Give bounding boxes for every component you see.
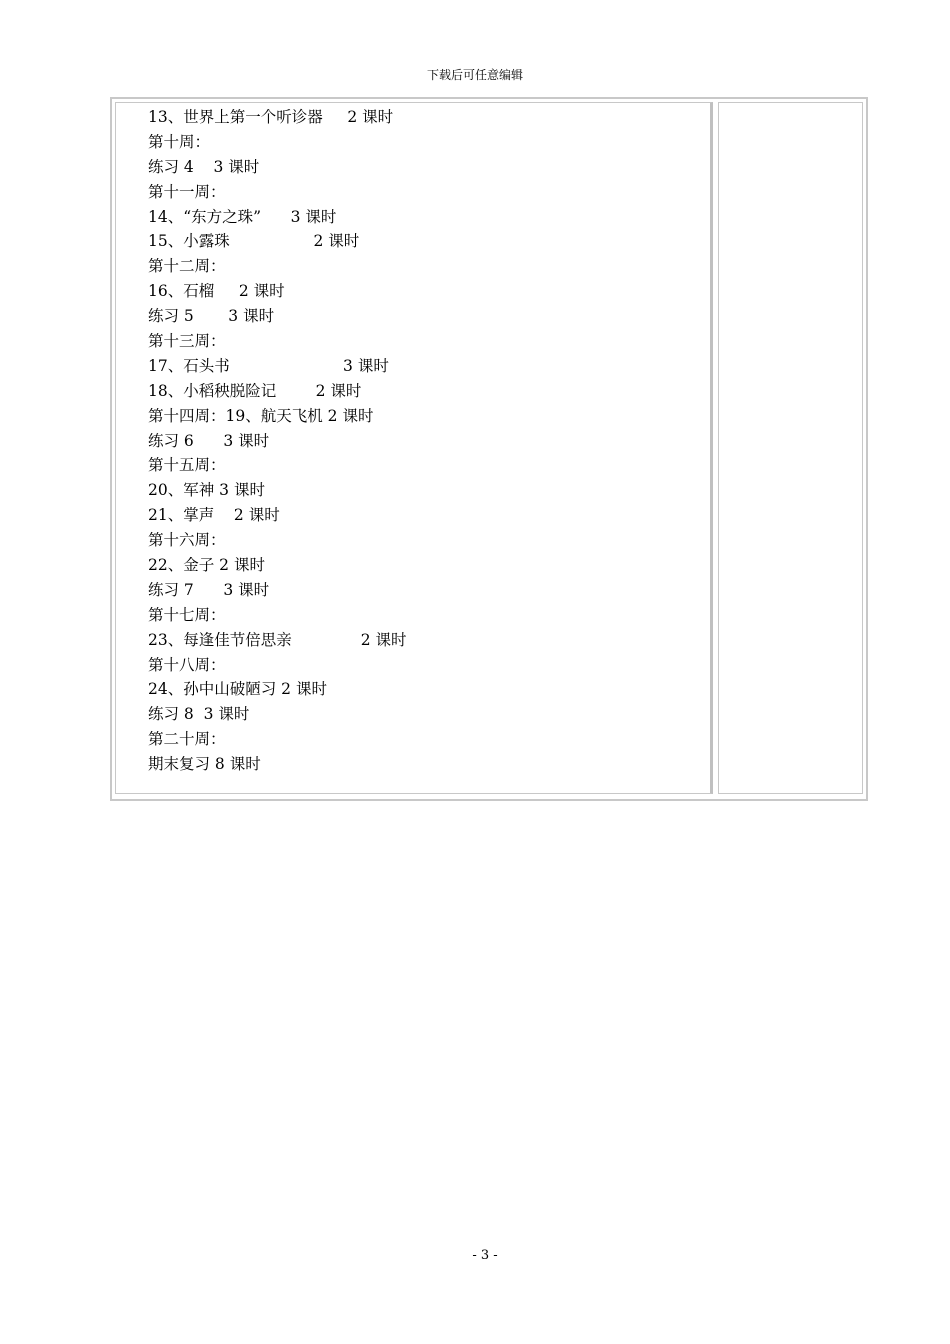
schedule-line: 期末复习 8 课时 — [148, 755, 261, 774]
schedule-line: 第十六周： — [148, 531, 226, 550]
schedule-line: 13、世界上第一个听诊器 2 课时 — [148, 108, 394, 126]
schedule-line: 练习 8 3 课时 — [148, 705, 250, 724]
schedule-line: 24、孙中山破陋习 2 课时 — [148, 680, 327, 699]
schedule-line: 22、金子 2 课时 — [148, 556, 265, 575]
schedule-line: 20、军神 3 课时 — [148, 481, 265, 500]
schedule-lines — [148, 105, 407, 777]
notes-cell — [718, 102, 863, 794]
schedule-line: 练习 7 3 课时 — [148, 580, 270, 599]
schedule-line: 21、掌声 2 课时 — [148, 506, 280, 525]
schedule-line: 练习 6 3 课时 — [148, 431, 270, 450]
page-header: 下载后可任意编辑 — [426, 68, 523, 82]
page-number: - 3 - — [472, 1248, 498, 1263]
schedule-line: 练习 4 3 课时 — [148, 157, 260, 176]
schedule-line: 第十七周： — [148, 605, 226, 624]
schedule-line: 第十四周：19、航天飞机 2 课时 — [148, 406, 374, 425]
schedule-table — [110, 97, 868, 801]
schedule-line: 第十五周： — [148, 456, 226, 475]
schedule-line: 16、石榴 2 课时 — [148, 282, 285, 301]
schedule-line: 14、“东方之珠” 3 课时 — [148, 207, 337, 226]
schedule-line: 15、小露珠 2 课时 — [148, 232, 360, 251]
schedule-line: 第十二周： — [148, 257, 226, 276]
schedule-line: 第十周： — [148, 132, 211, 151]
schedule-line: 18、小稻秧脱险记 2 课时 — [148, 381, 362, 400]
schedule-line: 练习 5 3 课时 — [148, 307, 275, 326]
schedule-line: 17、石头书 3 课时 — [148, 356, 389, 375]
schedule-line: 23、每逢佳节倍思亲 2 课时 — [148, 630, 407, 649]
schedule-line: 第十八周： — [148, 655, 226, 674]
schedule-line: 第二十周： — [148, 730, 226, 749]
schedule-content-cell — [115, 102, 713, 794]
schedule-line: 第十三周： — [148, 332, 226, 351]
schedule-line: 第十一周： — [148, 182, 226, 201]
